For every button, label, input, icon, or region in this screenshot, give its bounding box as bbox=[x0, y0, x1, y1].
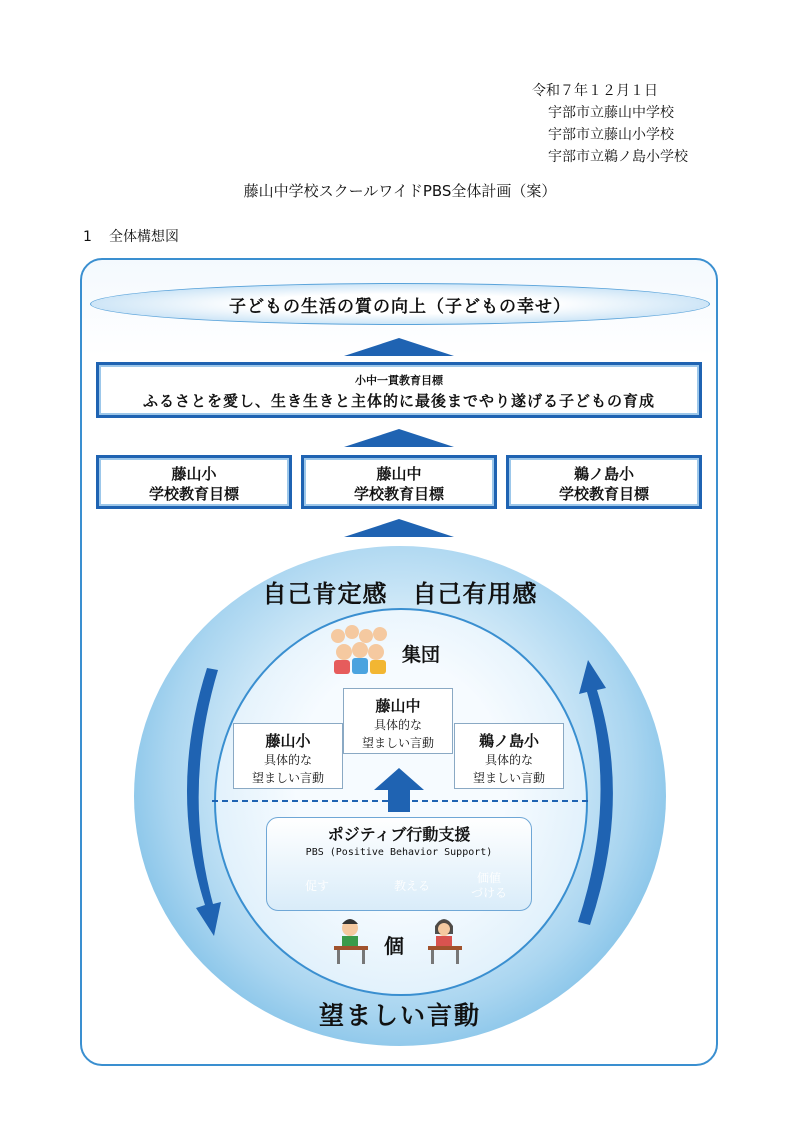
section-label: 全体構想図 bbox=[109, 229, 179, 245]
behavior-box-name: 藤山中 bbox=[375, 697, 421, 715]
student-at-desk-boy-icon bbox=[334, 919, 368, 964]
behavior-box-line1: 具体的な bbox=[484, 753, 533, 767]
document-date: 令和７年１２月１日 bbox=[532, 83, 658, 99]
student-at-desk-girl-icon bbox=[428, 919, 462, 964]
top-banner: 子どもの生活の質の向上（子どもの幸せ） bbox=[90, 283, 710, 325]
step-label-3: 価値 づける bbox=[470, 871, 507, 900]
school-goal-label: 学校教育目標 bbox=[353, 485, 444, 503]
step-label-1: 促す bbox=[304, 878, 329, 893]
section-number: 1 bbox=[83, 229, 92, 245]
up-arrow-large-icon bbox=[374, 768, 424, 812]
behavior-box-line1: 具体的な bbox=[263, 753, 312, 767]
behavior-box-unoshima-elementary bbox=[454, 723, 564, 789]
school-name-2: 宇部市立藤山小学校 bbox=[548, 127, 674, 143]
individual-label: 個 bbox=[384, 934, 404, 958]
cycle-arrow-right-icon bbox=[578, 660, 613, 925]
behavior-box-fujiyama-elementary bbox=[233, 723, 343, 789]
school-goal-name: 鵜ノ島小 bbox=[573, 465, 634, 483]
school-goal-label: 学校教育目標 bbox=[558, 485, 649, 503]
school-goal-name: 藤山小 bbox=[171, 465, 217, 483]
cycle-arrow-left-icon bbox=[187, 668, 221, 936]
behavior-box-line2: 望ましい言動 bbox=[472, 771, 545, 785]
school-goal-label: 学校教育目標 bbox=[148, 485, 239, 503]
joint-goal-text: ふるさとを愛し、生き生きと主体的に最後までやり遂げる子どもの育成 bbox=[142, 392, 655, 410]
behavior-box-line2: 望ましい言動 bbox=[251, 771, 324, 785]
school-name-1: 宇部市立藤山中学校 bbox=[548, 105, 674, 121]
self-esteem-title: 自己肯定感 自己有用感 bbox=[262, 580, 538, 608]
behavior-box-line1: 具体的な bbox=[373, 718, 422, 732]
group-label: 集団 bbox=[402, 644, 441, 666]
children-group-icon bbox=[331, 625, 387, 674]
behavior-box-name: 鵜ノ島小 bbox=[478, 732, 539, 750]
pbs-title: ポジティブ行動支援 bbox=[327, 825, 471, 844]
behavior-box-fujiyama-junior-high bbox=[343, 688, 453, 754]
behavior-box-name: 藤山小 bbox=[265, 732, 311, 750]
step-label-2: 教える bbox=[393, 878, 430, 893]
pbs-subtitle: PBS (Positive Behavior Support) bbox=[305, 847, 493, 858]
behavior-box-line2: 望ましい言動 bbox=[361, 736, 434, 750]
joint-goal-caption: 小中一貫教育目標 bbox=[355, 374, 443, 387]
document-title: 藤山中学校スクールワイドPBS全体計画（案） bbox=[243, 182, 557, 200]
desired-behavior-title: 望ましい言動 bbox=[318, 1001, 481, 1030]
school-goal-name: 藤山中 bbox=[376, 465, 422, 483]
school-name-3: 宇部市立鵜ノ島小学校 bbox=[548, 149, 688, 165]
group-individual-divider bbox=[212, 800, 588, 802]
